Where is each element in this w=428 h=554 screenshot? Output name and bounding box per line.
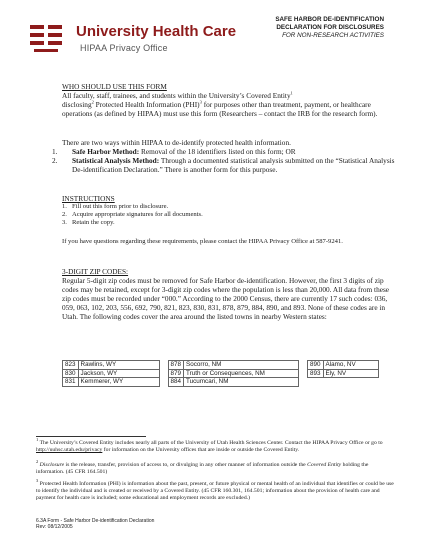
contact-note: If you have questions regarding these requirements, please contact the HIPAA Privacy Office at 587-9241. — [62, 238, 343, 245]
table-row: 831 Kemmerer, WY 884 Tucumcari, NM — [63, 378, 379, 387]
ways-item-1: 1. Safe Harbor Method: Removal of the 18 identifiers listed on this form; OR — [52, 147, 296, 156]
title-line-3: FOR NON-RESEARCH ACTIVITIES — [282, 32, 384, 40]
ways-item-2: 2. Statistical Analysis Method: Through a documented statistical analysis submitted on the “Statistical Analysis De-identification Declaration.” There is another form for this purpose. — [52, 156, 395, 175]
footnote-divider — [36, 436, 146, 437]
zip-body: Regular 5-digit zip codes must be removed for Safe Harbor de-identification. However, the first 3 digits of zip codes may be retained, except for 3-digit zip codes where the population is less than 20,000. All data from these zip codes must be recorded under “000.” According to the 2000 Census, there are currently 17 such codes: 036, 059, 063, 102, 203, 556, 692, 790, 821, 823, 830, 831, 878, 879, 884, 890, and 893. None of these codes are in Utah. The following codes cover the area around the listed towns in nearby Western states: — [62, 276, 390, 322]
footnote-3: $^3$ Protected Health Information (PHI) is information about the past, present, or future physical or mental health of an individual that identifies or could be use to identify the individual and is created or received by a Covered Entity. (45 CFR 160.301, 164.501; information about the provision of health care and payment for health care is included; some educational and employment records are excluded.) — [36, 478, 394, 501]
logo-subtitle: HIPAA Privacy Office — [80, 43, 168, 53]
instruction-item: 2. Acquire appropriate signatures for all documents. — [62, 211, 203, 218]
title-line-1: SAFE HARBOR DE-IDENTIFICATION — [275, 16, 384, 23]
who-paragraph: All faculty, staff, trainees, and students within the University’s Covered Entity$^1$ disclosing$^2$ Protected Health Information (PHI)$^3$ for purposes other than treatment, payment, or healthcare operations (as defined by HIPAA) must use this form (Researchers – contact the IRB for the research form). — [62, 90, 378, 119]
instructions-heading: INSTRUCTIONS — [62, 194, 115, 203]
footnote-1: $^1$ The University’s Covered Entity includes nearly all parts of the University of Utah Health Sciences Center. Contact the HIPAA Privacy Office or go to http://uuhsc.utah.edu/privacy for information on the University offices that are inside or outside the Covered Entity. — [36, 437, 383, 453]
table-row: 830 Jackson, WY 879 Truth or Consequences, NM 893 Ely, NV — [63, 369, 379, 378]
zip-heading: 3-DIGIT ZIP CODES: — [62, 267, 129, 276]
instruction-item: 1. Fill out this form prior to disclosure. — [62, 203, 169, 210]
logo-name: University Health Care — [76, 23, 237, 40]
footnote-2: $^2$ Disclosure is the release, transfer, provision of access to, or divulging in any other manner of information outside the Covered Entity holding the information. (45 CFR 164.501) — [36, 459, 369, 475]
instruction-item: 3. Retain the copy. — [62, 219, 115, 226]
title-line-2: DECLARATION FOR DISCLOSURES — [276, 24, 384, 32]
zip-table — [62, 360, 379, 387]
who-heading: WHO SHOULD USE THIS FORM — [62, 82, 167, 91]
document-title — [184, 16, 384, 41]
logo-mark-icon — [28, 21, 72, 61]
ways-intro: There are two ways within HIPAA to de-identify protected health information. — [62, 138, 291, 147]
table-row: 823 Rawlins, WY 878 Socorro, NM 890 Alamo, NV — [63, 361, 379, 370]
instructions-list — [62, 203, 396, 227]
form-identifier: 6.3A Form - Safe Harbor De-identification Declaration Rev: 08/12/2005 — [36, 518, 155, 530]
privacy-link[interactable]: http://uuhsc.utah.edu/privacy — [36, 447, 103, 453]
